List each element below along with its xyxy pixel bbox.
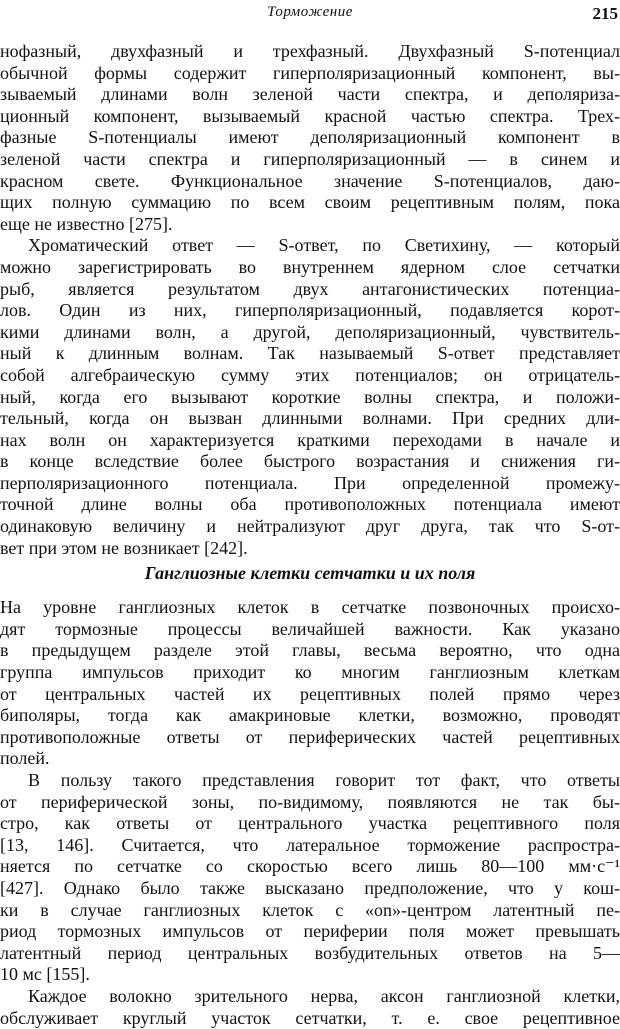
text-line: еще не известно [275]. (0, 213, 173, 234)
running-header (0, 4, 620, 24)
text-line: нофазный, двухфазный и трехфазный. Двухфазный S-потенциал (0, 41, 620, 61)
text-line: лов. Один из них, гиперполяризационный, подавляется корот- (0, 300, 620, 321)
text-line: няется по сетчатке со скоростью всего лишь 80—100 мм·с⁻¹ (0, 856, 620, 877)
text-line: нах волн он характеризуется краткими переходами в начале и (0, 429, 620, 450)
text-line: риод тормозных импульсов от периферии поля может превышать (0, 921, 620, 942)
text-line: стро, как ответы от центрального участка рецептивного поля (0, 813, 620, 834)
text-line: обслуживает круглый участок сетчатки, т. е. свое рецептивное (0, 1007, 620, 1028)
text-line: полей. (0, 748, 50, 769)
running-title: Торможение (267, 4, 353, 20)
text-line: ки в случае ганглиозных клеток с «on»-центром латентный пе- (0, 899, 620, 920)
text-line: На уровне ганглиозных клеток в сетчатке позвоночных происхо- (0, 597, 620, 618)
text-line: [13, 146]. Считается, что латеральное торможение распростра- (0, 834, 620, 855)
paragraph-4 (0, 770, 620, 986)
paragraph-2 (0, 235, 620, 559)
paragraph-5 (0, 986, 620, 1029)
text-line: группа импульсов приходит ко многим ганглиозным клеткам (0, 662, 620, 683)
text-line: ционный компонент, вызываемый красной частью спектра. Трех- (0, 105, 620, 126)
text-line: от центральных частей их рецептивных полей прямо через (0, 683, 620, 704)
text-line: 10 мс [155]. (0, 964, 90, 985)
text-line: дят тормозные процессы величайшей важности. Как указано (0, 618, 620, 639)
text-line: одинаковую величину и нейтрализуют друг друга, так что S-от- (0, 516, 620, 537)
text-line: фазные S-потенциалы имеют деполяризационный компонент в (0, 127, 620, 148)
text-line: в конце вследствие более быстрого возрастания и снижения ги- (0, 451, 620, 472)
text-line: щих полную суммацию по всем своим рецептивным полям, пока (0, 192, 620, 213)
text-line: перполяризационного потенциала. При определенной промежу- (0, 472, 620, 493)
text-line: зываемый длинами волн зеленой части спектра, и деполяриза- (0, 84, 620, 105)
paragraph-1 (0, 41, 620, 235)
section-heading: Ганглиозные клетки сетчатки и их поля (144, 563, 476, 584)
text-line: собой алгебраическую сумму этих потенциалов; он отрицатель- (0, 364, 620, 385)
text-line: вет при этом не возникает [242]. (0, 537, 248, 558)
text-line: красном свете. Функциональное значение S-потенциалов, даю- (0, 170, 620, 191)
text-line: от периферической зоны, по-видимому, появляются не так бы- (0, 791, 620, 812)
section-heading-block (0, 559, 620, 597)
text-line: тельный, когда он вызван длинными волнами. При средних дли- (0, 408, 620, 429)
body-text (0, 41, 620, 1029)
page-number: 215 (592, 4, 618, 23)
text-line: обычной формы содержит гиперполяризационный компонент, вы- (0, 62, 620, 83)
text-line: Каждое волокно зрительного нерва, аксон ганглиозной клетки, (28, 985, 620, 1006)
text-line: биполяры, тогда как амакриновые клетки, возможно, проводят (0, 705, 620, 726)
paragraph-3 (0, 597, 620, 770)
text-line: можно зарегистрировать во внутреннем ядерном слое сетчатки (0, 256, 620, 277)
text-line: В пользу такого представления говорит тот факт, что ответы (28, 770, 620, 790)
text-line: [427]. Однако было также высказано предположение, что у кош- (0, 877, 620, 898)
text-line: рыб, является результатом двух антагонистических потенциа- (0, 278, 620, 299)
text-line: ный, когда его вызывают короткие волны спектра, и положи- (0, 386, 620, 407)
text-line: кими длинами волн, а другой, деполяризационный, чувствитель- (0, 321, 620, 342)
text-line: в предыдущем разделе этой главы, весьма вероятно, что одна (0, 640, 620, 661)
text-line: латентный период центральных возбудительных ответов на 5— (0, 942, 620, 963)
text-line: противоположные ответы от периферических частей рецептивных (0, 726, 620, 747)
text-line: ный к длинным волнам. Так называемый S-ответ представляет (0, 343, 620, 364)
text-line: зеленой части спектра и гиперполяризационный — в синем и (0, 148, 620, 169)
text-line: точной длине волны оба противоположных потенциала имеют (0, 494, 620, 515)
text-line: Хроматический ответ — S-ответ, по Светихину, — который (28, 235, 620, 256)
